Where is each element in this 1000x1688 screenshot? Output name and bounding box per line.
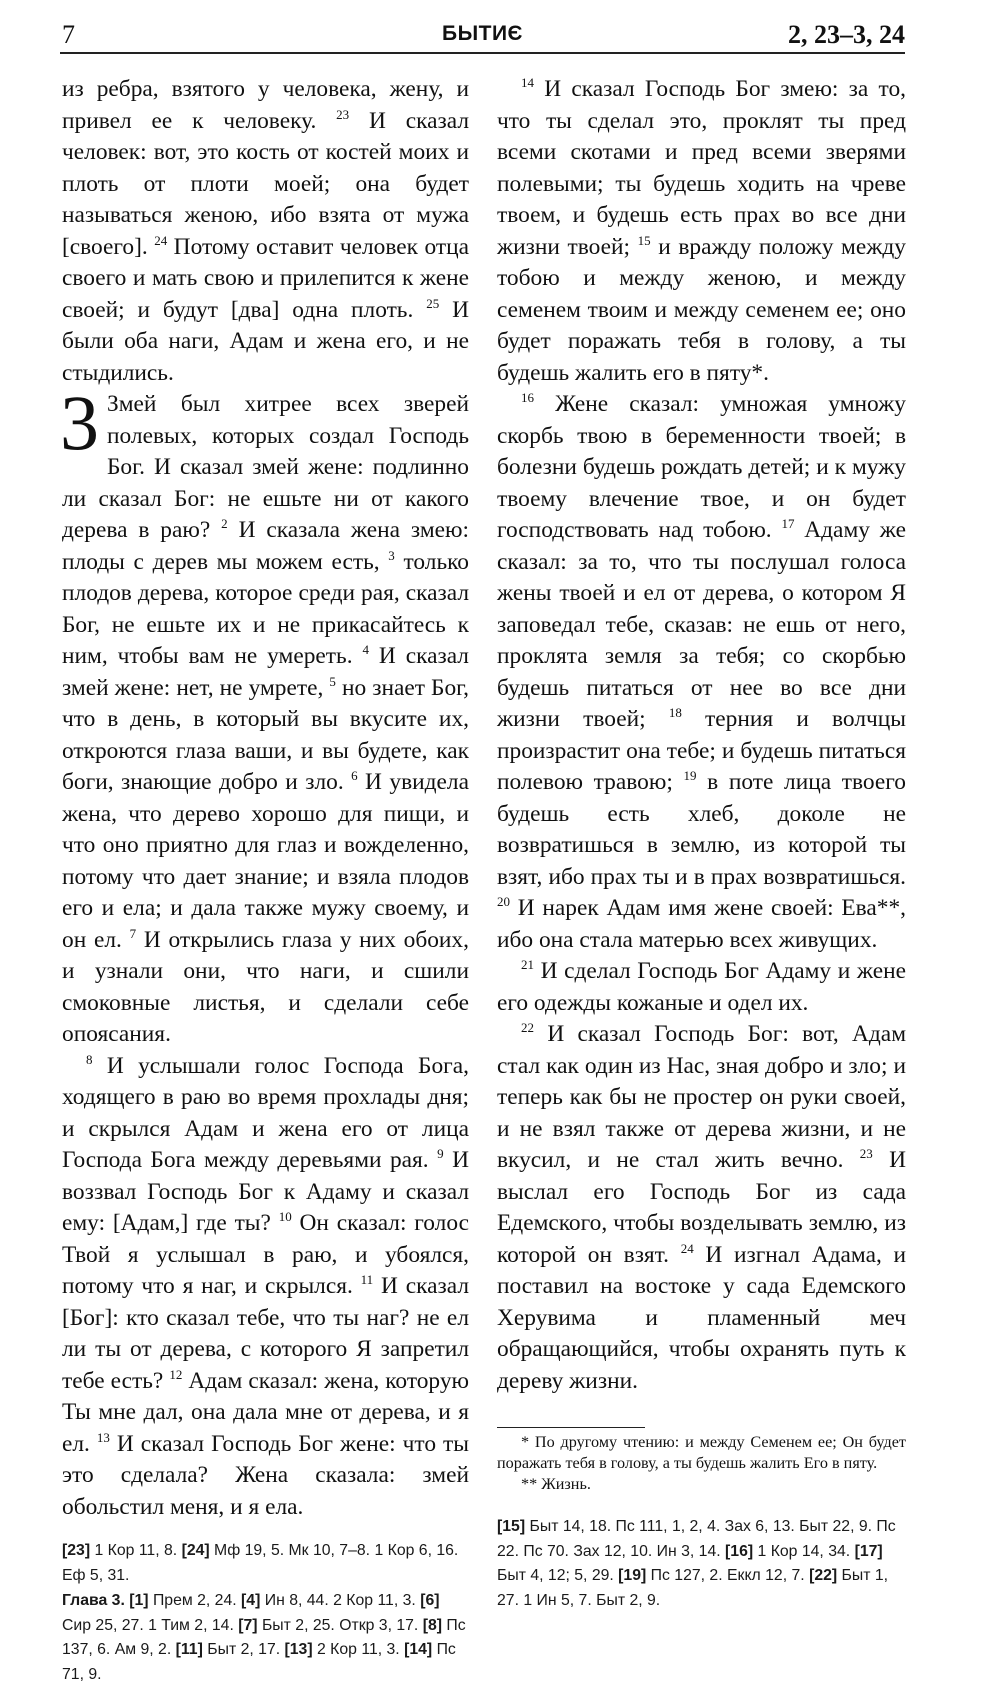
verse-number: 11 — [360, 1272, 374, 1288]
reference-text: Ин 8, 44. 2 Кор 11, 3. — [264, 1592, 416, 1609]
reference-line — [497, 1515, 906, 1613]
verse-number: 6 — [351, 768, 358, 784]
verse-text: Он сказал: голос Твой я услышал в раю, и убоялся, потому что я наг, и скрылся. — [62, 1210, 469, 1299]
reference-text: Пс 71, 9. — [62, 1641, 456, 1683]
verse-number: 2 — [221, 516, 228, 532]
book-title: БЫТИЄ — [441, 22, 523, 45]
verse-text: И воззвал Господь Бог к Адаму и сказал ему: [Адам,] где ты? — [62, 1147, 469, 1236]
verse-text: Змей был хитрее всех зверей полевых, которых создал Господь Бог. И сказал змей жене: подлинно ли сказал Бог: не ешьте ни от какого дерева в раю? — [62, 391, 469, 543]
reference-key: [1] — [129, 1592, 149, 1609]
verse-number: 8 — [86, 1051, 93, 1067]
verse-number: 4 — [362, 642, 369, 658]
cross-references-right — [497, 1515, 906, 1613]
cross-references-left — [62, 1539, 469, 1687]
verse-text: Потому оставит человек отца своего и мать свою и прилепится к жене своей; и будут [два] одна плоть. — [62, 233, 469, 323]
chapter-verse-range: 2, 23–3, 24 — [788, 20, 905, 49]
reference-key: [14] — [404, 1641, 433, 1658]
verse-text: но знает Бог, что в день, в который вы вкусите их, откроются глаза ваши, и вы будете, как боги, знающие добро и зло. — [62, 674, 469, 795]
verse-text: терния и волчцы произрастит она тебе; и будешь питаться полевою травою; — [497, 706, 906, 795]
verse-text: Адаму же сказал: за то, что ты послушал голоса жены твоей и ел от дерева, о котором Я заповедал тебе, сказав: не ешь от него, проклята земля за тебя; со скорбью будешь питаться от нее во все дни жизни твоей; — [497, 517, 906, 732]
verse-number: 25 — [426, 295, 440, 311]
paragraph-3-16 — [497, 389, 906, 956]
page-number: 7 — [62, 20, 75, 49]
verse-number: 18 — [668, 705, 682, 721]
reference-key: [6] — [420, 1592, 440, 1609]
verse-number: 17 — [781, 516, 795, 532]
verse-number: 10 — [278, 1209, 292, 1225]
verse-text: Адам сказал: жена, которую Ты мне дал, она дала мне от дерева, и я ел. — [62, 1367, 469, 1457]
reference-text: Пс 137, 6. Ам 9, 2. — [62, 1616, 466, 1658]
footnote-divider — [497, 1427, 645, 1428]
reference-key: [4] — [241, 1592, 261, 1609]
right-column — [497, 74, 906, 1614]
verse-text: и вражду положу между тобою и между женою, и между семенем твоим и между семенем ее; оно будет поражать тебя в голову, а ты будешь жалить его в пяту*. — [497, 233, 906, 386]
reference-text: 2 Кор 11, 3. — [317, 1641, 400, 1658]
verse-text: И сказал Господь Бог змею: за то, что ты сделал это, проклят ты пред всеми скотами и пред всеми зверями полевыми; ты будешь ходить на чреве твоем, и будешь есть прах во все дни жизни твоей; — [497, 76, 906, 260]
verse-text: И сказал [Бог]: кто сказал тебе, что ты наг? не ел ли ты от дерева, с которого Я запретил тебе есть? — [62, 1273, 469, 1394]
verse-number: 22 — [521, 1020, 534, 1036]
verse-number: 19 — [683, 768, 697, 784]
reference-text: Быт 2, 17. — [207, 1641, 281, 1658]
verse-number: 3 — [388, 547, 395, 563]
reference-key: [17] — [854, 1542, 883, 1560]
verse-number: 7 — [129, 925, 137, 941]
verse-number: 23 — [336, 106, 350, 122]
paragraph-3-8 — [62, 1051, 469, 1524]
reference-key: [22] — [809, 1567, 838, 1584]
verse-text: И сказал Господь Бог: вот, Адам стал как один из Нас, зная добро и зло; и теперь как бы не простер он руки своей, и не взял также от дерева жизни, и не вкусил, и не стал жить вечно. — [497, 1021, 906, 1173]
verse-number: 23 — [859, 1146, 873, 1162]
verse-number: 20 — [497, 894, 510, 910]
reference-key: [11] — [175, 1641, 203, 1658]
reference-text: Быт 14, 18. Пс 111, 1, 2, 4. Зах 6, 13. Быт 22, 9. Пс 22. Пс 70. Зах 12, 10. Ин 3, 14. — [497, 1518, 896, 1560]
verse-number: 9 — [437, 1146, 444, 1162]
reference-key: [15] — [497, 1518, 526, 1535]
reference-line — [62, 1589, 469, 1687]
verse-number: 15 — [637, 232, 651, 248]
paragraph-3-22 — [497, 1019, 906, 1397]
chapter-3-start — [60, 379, 469, 1051]
left-text — [62, 74, 469, 1523]
verse-text: И выслал его Господь Бог из сада Едемского, чтобы возделывать землю, из которой он взят. — [497, 1147, 906, 1268]
reference-text: 1 Кор 11, 8. — [94, 1542, 178, 1559]
paragraph-3-14 — [497, 74, 906, 389]
reference-text: Быт 2, 25. Откр 3, 17. — [261, 1616, 419, 1634]
reference-key: [16] — [725, 1542, 754, 1560]
reference-text: Сир 25, 27. 1 Тим 2, 14. — [62, 1616, 234, 1634]
verse-number: 14 — [521, 75, 534, 91]
verse-text: И сказал человек: вот, это кость от костей моих и плоть от плоти моей; она будет называться женою, ибо взята от мужа [своего]. — [62, 107, 469, 260]
reference-key: [8] — [422, 1616, 443, 1634]
paragraph-2-23 — [62, 74, 469, 389]
reference-key: [19] — [618, 1567, 647, 1584]
reference-chapter-label: Глава 3. — [62, 1592, 125, 1609]
verse-number: 13 — [96, 1429, 110, 1445]
verse-text: И сказала жена змею: плоды с дерев мы можем есть, — [62, 517, 469, 575]
left-column — [62, 74, 469, 1688]
reference-text: 1 Кор 14, 34. — [757, 1542, 851, 1560]
reference-text: Мф 19, 5. Мк 10, 7–8. 1 Кор 6, 16. Еф 5, 31. — [62, 1542, 459, 1584]
verse-text: в поте лица твоего будешь есть хлеб, доколе не возвратишься в землю, из которой ты взят, ибо прах ты и в прах возвратишься. — [497, 769, 906, 890]
verse-text: И были оба наги, Адам и жена его, и не стыдились. — [62, 296, 469, 386]
verse-text: только плодов дерева, которое среди рая, сказал Бог, не ешьте их и не прикасайтесь к ним, чтобы вам не умереть. — [62, 548, 469, 669]
verse-number: 5 — [329, 673, 336, 689]
footnote: ** Жизнь. — [521, 1475, 591, 1493]
footnote: * По другому чтению: и между Семенем ее; Он будет поражать тебя в голову, а ты будешь жалить Его в пяту. — [497, 1433, 906, 1472]
verse-text: И сказал змей жене: нет, не умрете, — [62, 643, 469, 701]
paragraph-3-21 — [497, 956, 906, 1019]
verse-number: 16 — [521, 390, 534, 406]
verse-text: Жене сказал: умножая умножу скорбь твою в беременности твоей; в болезни будешь рождать детей; и к мужу твоему влечение твое, и он будет господствовать над тобою. — [497, 391, 906, 543]
verse-number: 12 — [169, 1366, 183, 1382]
reference-key: [23] — [62, 1542, 91, 1559]
running-header — [60, 16, 905, 54]
verse-text: И сказал Господь Бог жене: что ты это сделала? Жена сказала: змей обольстил меня, и я ела. — [62, 1430, 469, 1520]
verse-number: 24 — [680, 1240, 694, 1256]
verse-number: 24 — [154, 232, 168, 248]
verse-text: И изгнал Адама, и поставил на востоке у сада Едемского Херувима и пламенный меч обращающийся, чтобы охранять путь к дереву жизни. — [497, 1241, 906, 1394]
verse-text: И увидела жена, что дерево хорошо для пищи, и что оно приятно для глаз и вожделенно, потому что дает знание; и взяла плодов его и ела; и дала также мужу своему, и он ел. — [62, 769, 469, 953]
chapter-number-dropcap: 3 — [60, 379, 99, 466]
verse-text: из ребра, взятого у человека, жену, и привел ее к человеку. — [62, 76, 469, 134]
verse-text: И сделал Господь Бог Адаму и жене его одежды кожаные и одел их. — [497, 958, 906, 1016]
reference-text: Прем 2, 24. — [152, 1592, 237, 1609]
reference-key: [7] — [238, 1616, 258, 1634]
reference-text: Быт 1, 27. 1 Ин 5, 7. Быт 2, 9. — [497, 1567, 889, 1609]
verse-number: 21 — [521, 957, 534, 973]
reference-text: Пс 127, 2. Еккл 12, 7. — [650, 1567, 805, 1584]
verse-text: И открылись глаза у них обоих, и узнали они, что наги, и сшили смоковные листья, и сделали себе опоясания. — [62, 926, 469, 1047]
reference-key: [24] — [181, 1542, 210, 1559]
verse-text: И услышали голос Господа Бога, ходящего в раю во время прохлады дня; и скрылся Адам и жена его от лица Господа Бога между деревьями рая. — [62, 1052, 469, 1173]
verse-text: И нарек Адам имя жене своей: Ева**, ибо она стала матерью всех живущих. — [497, 895, 906, 953]
right-text — [497, 74, 906, 1397]
footnotes — [497, 1432, 906, 1495]
reference-line — [62, 1539, 469, 1588]
reference-text: Быт 4, 12; 5, 29. — [497, 1567, 614, 1584]
reference-key: [13] — [284, 1641, 313, 1658]
